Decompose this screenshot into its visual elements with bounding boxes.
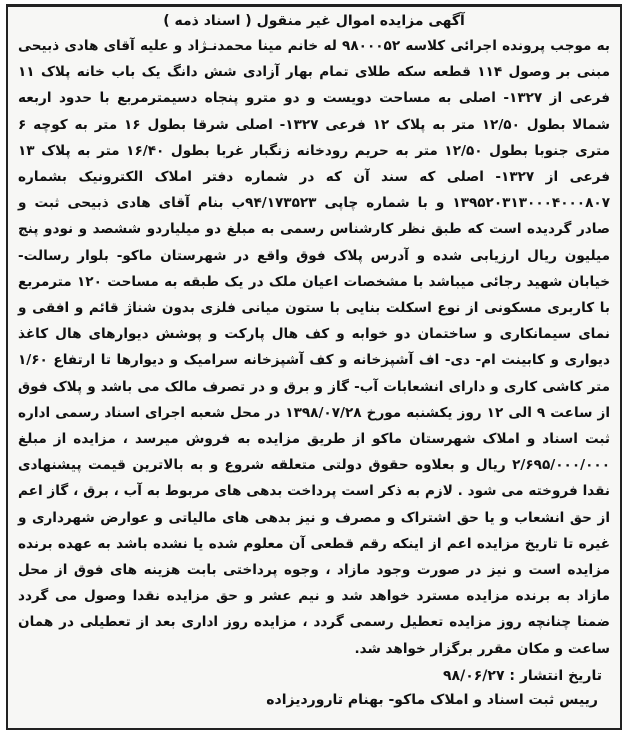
publish-date: تاریخ انتشار : ۹۸/۰۶/۲۷ [443, 667, 602, 684]
notice-body: به موجب پرونده اجرائی کلاسه ۹۸۰۰۰۵۲ له خانم مینا محمدنـژاد و علیه آقای هادی ذبیحی مبنی بر وصول ۱۱۴ قطعه سکه طلای تمام بهار آزادی شش دانگ یک باب خانه پلاک ۱۱ فرعی از ۱۳۲۷- اصلی به مساحت دویست و دو مترو پنجاه دسیمترمربع با حدود اربعه شمالا بطول ۱۲/۵۰ متر به پلاک ۱۲ فرعی ۱۳۲۷- اصلی شرقا بطول ۱۶ متر به کوچه ۶ متری جنوبا بطول ۱۲/۵۰ متر به حریم رودخانه زنگبار غربا بطول ۱۶/۴۰ متر به پلاک ۱۳ فرعی از ۱۳۲۷- اصلی که سند آن که در شماره دفتر املاک الکترونیک بشماره ۱۳۹۵۲۰۳۱۳۰۰۰۴۰۰۰۸۰۷ و با شماره چاپی ۹۴/۱۷۳۵۲۳ب بنام آقای هادی ذبیحی ثبت و صادر گردیده است که طبق نظر کارشناس رسمی به مبلغ دو میلیاردو ششصد و نودو پنج میلیون ریال ارزیابی شده و آدرس پلاک فوق واقع در شهرستان ماکو- بلوار رسالت- خیابان شهید رجائی میباشد با مشخصات اعیان ملک در یک طبقه به مساحت ۱۲۰ مترمربع با کاربری مسکونی از نوع اسکلت بنایی با ستون میانی فلزی بدون شناژ قائم و افقی و نمای سیمانکاری و ساختمان دو خوابه و کف هال پارکت و پوشش دیوارهای هال کاغذ دیواری و کابینت ام- دی- اف آشپزخانه و کف آشپزخانه سرامیک و دیوارها تا ارتفاع ۱/۶۰ متر کاشی کاری و دارای انشعابات آب- گاز و برق و در تصرف مالک می باشد و پلاک فوق از ساعت ۹ الی ۱۲ روز یکشنبه مورخ ۱۳۹۸/۰۷/۲۸ در محل شعبه اجرای اسناد رسمی اداره ثبت اسناد و املاک شهرستان ماکو از طریق مزایده به فروش میرسد ، مزایده از مبلغ ۲/۶۹۵/۰۰۰/۰۰۰ ریال و بعلاوه حقوق دولتی متعلقه شروع و به بالاترین قیمت پیشنهادی نقدا فروخته می شود . لازم به ذکر است پرداخت بدهی های مربوط به آب ، برق ، گاز اعم از حق انشعاب و یا حق اشتراک و مصرف و نیز بدهی های مالیاتی و عوارض شهرداری و غیره تا تاریخ مزایده اعم از اینکه رقم قطعی آن معلوم شده یا نشده باشد به عهده برنده مزایده است و نیز در صورت وجود مازاد ، وجوه پرداختی بابت هزینه های فوق از محل مازاد به برنده مزایده مسترد خواهد شد و نیم عشر و حق مزایده نقدا وصول می گردد ضمنا چنانچه روز مزایده تعطیل رسمی گردد ، مزایده روز اداری بعد از تعطیلی در همان ساعت و مکان مقرر برگزار خواهد شد. [18, 38, 611, 657]
auction-notice [6, 4, 622, 730]
notice-title: آگهی مزایده اموال غیر منقول ( اسناد ذمه ) [163, 13, 465, 29]
signature: رییس ثبت اسناد و املاک ماکو- بهنام تاروردیزاده [266, 691, 598, 708]
